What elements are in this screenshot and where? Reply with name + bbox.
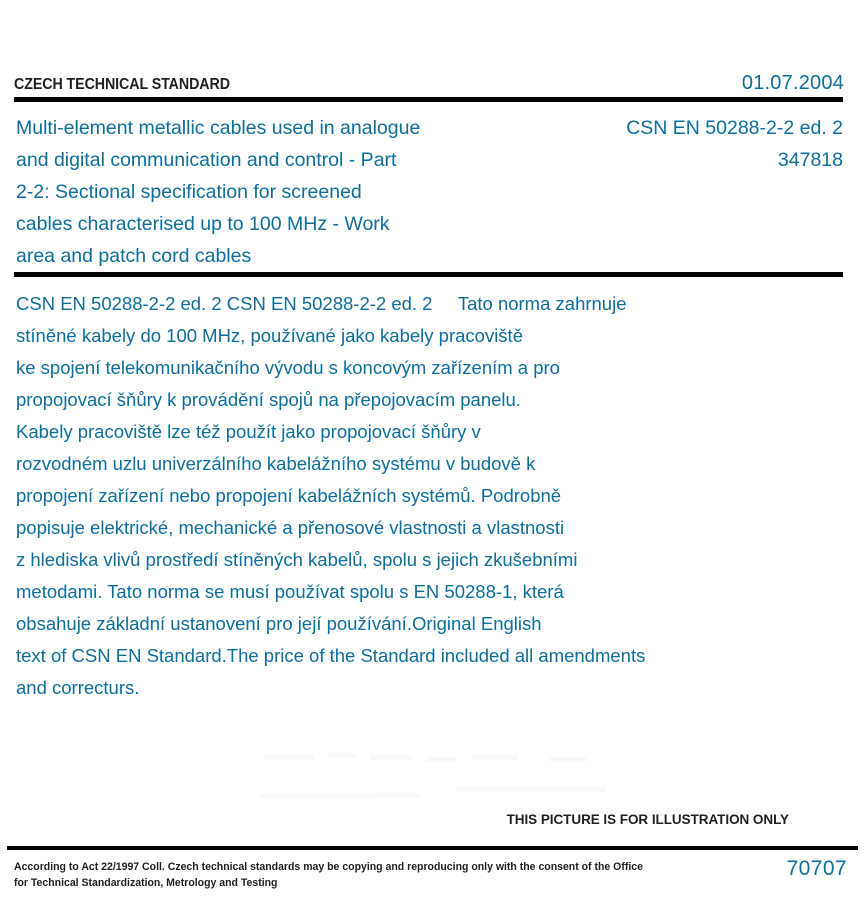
title-line: Multi-element metallic cables used in analogue [16, 117, 421, 139]
standard-title [16, 112, 516, 272]
document-header [14, 72, 844, 96]
title-line: cables characterised up to 100 MHz - Work [16, 213, 390, 235]
abstract-line: ke spojení telekomunikačního vývodu s koncovým zařízením a pro [16, 357, 560, 378]
title-line: and digital communication and control - Part [16, 149, 397, 171]
abstract-line: obsahuje základní ustanovení pro její používání.Original English [16, 613, 542, 634]
standard-designation: CSN EN 50288-2-2 ed. 2 [626, 117, 843, 139]
footer-divider-rule [7, 846, 858, 850]
illustration-only-notice: THIS PICTURE IS FOR ILLUSTRATION ONLY [506, 812, 789, 827]
disclaimer-line: for Technical Standardization, Metrology and Testing [14, 876, 278, 889]
abstract-line: propojení zařízení nebo propojení kabelážních systémů. Podrobně [16, 485, 562, 506]
copyright-disclaimer [14, 860, 643, 891]
abstract-line: propojovací šňůry k provádění spojů na přepojovacím panelu. [16, 389, 521, 410]
standard-identifiers [513, 112, 843, 176]
title-line: 2-2: Sectional specification for screened [16, 181, 362, 203]
abstract-line: CSN EN 50288-2-2 ed. 2 CSN EN 50288-2-2 ed. 2 Tato norma zahrnuje [16, 293, 627, 314]
title-line: area and patch cord cables [16, 245, 252, 267]
abstract-line: stíněné kabely do 100 MHz, používané jako kabely pracoviště [16, 325, 523, 346]
title-block [14, 112, 844, 267]
title-divider-rule [14, 272, 843, 277]
abstract-line: rozvodném uzlu univerzálního kabelážního systému v budově k [16, 453, 536, 474]
abstract-line: text of CSN EN Standard.The price of the Standard included all amendments [16, 645, 646, 666]
header-divider-rule [14, 97, 843, 102]
abstract-text [16, 288, 816, 704]
abstract-line: Kabely pracoviště lze též použít jako propojovací šňůry v [16, 421, 481, 442]
publication-date: 01.07.2004 [741, 72, 844, 94]
abstract-line: metodami. Tato norma se musí používat spolu s EN 50288-1, která [16, 581, 564, 602]
abstract-line: popisuje elektrické, mechanické a přenosové vlastnosti a vlastnosti [16, 517, 565, 538]
page-number: 70707 [786, 857, 847, 880]
classification-code: 347818 [777, 149, 843, 171]
document-type-label: CZECH TECHNICAL STANDARD [14, 76, 230, 93]
disclaimer-line: According to Act 22/1997 Coll. Czech technical standards may be copying and reproducing only with the consent of the Office [14, 861, 643, 873]
abstract-line: z hlediska vlivů prostředí stíněných kabelů, spolu s jejich zkušebními [16, 549, 578, 570]
abstract-line: and correcturs. [16, 677, 140, 698]
